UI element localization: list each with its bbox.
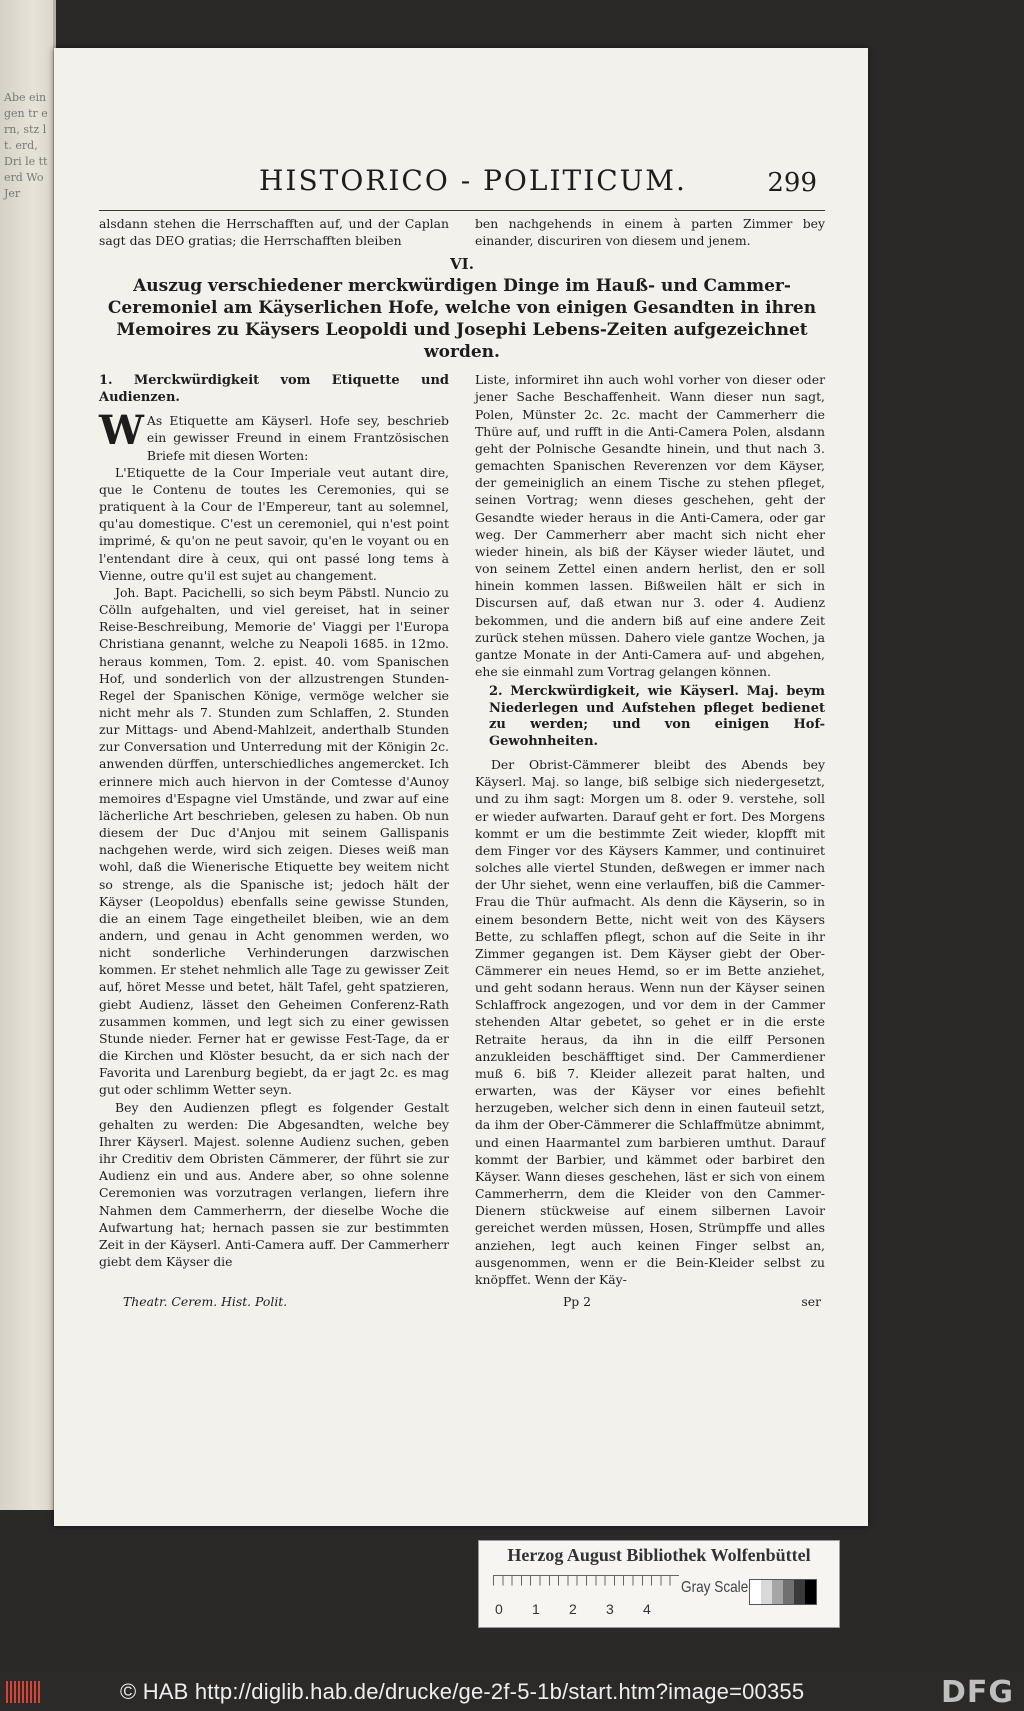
right-heading bbox=[475, 684, 825, 750]
section-number: VI. bbox=[450, 255, 474, 274]
ruler-label-2: 2 bbox=[569, 1601, 577, 1617]
right-para-2: Der Obrist-Cämmerer bleibt des Abends bey Käyserl. Maj. so lange, biß selbige sich niedergesetzt, und zu ihm sagt: Morgen um 8. oder 9. verstehe, soll er wieder aufwarten. Darauf geht er fort. Des Morgens kommt er um die bestimmte Zeit wieder, klopfft mit dem Finger vor des Käysers Kammer, und continuiret solches alle viertel Stunden, deßwegen er immer nach der Uhr siehet, wenn eine verlauffen, biß die Cammer-Frau die Thür aufmacht. Als denn die Käyserin, so in einem besondern Bette, nicht weit von des Käysers Bette, zu schlaffen pflegt, schon auf die Seite in ihr Zimmer gegangen ist. Dem Käyser giebt der Ober-Cämmerer ein neues Hemd, so er im Bette anziehet, und geht sodann heraus. Wenn nun der Käyser seinen Schlaffrock angezogen, und vor dem in der Cammer stehenden Altar gebetet, so gehet er in die erste Retraite heraus, da ihn in die eilff Personen anzukleiden beschäfftiget sind. Der Cammerdiener muß 6. biß 7. Kleider allezeit parat halten, und erwarten, was der Käyser vor eines befiehlt herzugeben, welcher sich denn in einen fauteuil setzt, da ihm der Ober-Cämmerer die Schlaffmütze abnimmt, und einen Haarmantel zum barbieren umthut. Darauf kommt der Barbier, und kämmet oder barbiret den Käyser. Wann dieses geschehen, läst er sich von einem Cammerherrn, dem die Kleider von den Cammer-Dienern stückweise auf einem silbernen Lavoir gereichet werden müssen, Hosen, Strümpffe und alles anziehen, legt auch keinen Finger selbst an, ausgenommen, wenn er die Bein-Kleider selbst zu knöpffet. Wenn der Käy- bbox=[475, 757, 825, 1287]
left-column bbox=[99, 371, 449, 1288]
scale-ruler bbox=[493, 1575, 679, 1598]
left-para-1-text: As Etiquette am Käyserl. Hofe sey, beschrieb ein gewisser Freund in einem Frantzösischen Briefe mit diesen Worten: bbox=[146, 413, 449, 463]
top-continuation-right: ben nachgehends in einem à parten Zimmer bey einander, discuriren von diesem und jenem. bbox=[475, 216, 825, 249]
ruler-label-3: 3 bbox=[606, 1601, 614, 1617]
section-title: Auszug verschiedener merckwürdigen Dinge im Hauß- und Cammer-Ceremoniel am Käyserlichen Hofe, welche von einigen Gesandten in ihren Memoires zu Käysers Leopoldi und Josephi Lebens-Zeiten aufgezeichnet worden. bbox=[107, 276, 817, 363]
right-para-1: Liste, informiret ihn auch wohl vorher von dieser oder jener Sache Beschaffenheit. Wann dieser nun sagt, Polen, Münster 2c. 2c. macht der Cammerherr die Thüre auf, und rufft in die Anti-Camera Polen, alsdann geht der Polnische Gesandte hinein, und thut nach 3. gemachten Spanischen Reverenzen vor dem Käyser, der gemeiniglich an einem Tische zu stehen pfleget, seinen Vortrag; wenn dieses geschehen, geht der Gesandte wieder heraus in die Anti-Camera, oder gar weg. Der Cammerherr aber macht sich nicht eher wieder hinein, als biß der Käyser wieder läutet, und von seinem Zettel einen andern herlist, den er soll hinein kommen lassen. Bißweilen hält er sich in Discursen auf, daß etwan nur 3. oder 4. Audienz bekommen, und die andern biß auf eine andere Zeit zurück stehen müssen. Dahero viele gantze Wochen, ja gantze Monate in der Anti-Camera auf- und abgehen, ehe sie einmahl zum Vortrag gelangen können. bbox=[475, 372, 825, 679]
right-column bbox=[475, 371, 825, 1288]
grayscale-swatch bbox=[783, 1580, 794, 1604]
previous-page-edge bbox=[0, 0, 56, 1510]
library-color-card bbox=[478, 1540, 840, 1628]
grayscale-swatch bbox=[761, 1580, 772, 1604]
right-heading-text: Merckwürdigkeit, wie Käyserl. Maj. beym Niederlegen und Aufstehen pfleget bedienet zu werden; und von einigen Hof-Gewohnheiten. bbox=[489, 684, 825, 749]
ruler-label-0: 0 bbox=[495, 1601, 503, 1617]
bottom-bar bbox=[0, 1672, 1024, 1711]
ruler-label-4: 4 bbox=[643, 1601, 651, 1617]
left-heading-number: 1. bbox=[99, 373, 113, 389]
top-continuation bbox=[99, 215, 825, 249]
body-columns bbox=[99, 371, 825, 1288]
dfg-logo: DFG bbox=[940, 1675, 1014, 1710]
library-name: Herzog August Bibliothek Wolfenbüttel bbox=[507, 1545, 811, 1565]
book-page bbox=[54, 48, 868, 1526]
grayscale-swatch bbox=[805, 1580, 816, 1604]
grayscale-swatch bbox=[750, 1580, 761, 1604]
top-continuation-left: alsdann stehen die Herrschafften auf, und der Caplan sagt das DEO gratias; die Herrschafften bleiben bbox=[99, 216, 449, 249]
right-heading-number: 2. bbox=[489, 684, 503, 700]
drop-cap-letter: W bbox=[99, 407, 144, 455]
footnote: Theatr. Cerem. Hist. Polit. bbox=[123, 1293, 288, 1309]
page-number: 299 bbox=[767, 168, 817, 198]
catchword: ser bbox=[801, 1293, 821, 1309]
ruler-label-1: 1 bbox=[532, 1601, 540, 1617]
french-quote bbox=[99, 464, 449, 584]
signature-mark: Pp 2 bbox=[562, 1293, 592, 1309]
grayscale-label: Gray Scale bbox=[681, 1579, 749, 1596]
left-heading-text: Merckwürdigkeit vom Etiquette und Audienzen. bbox=[99, 373, 449, 405]
barcode-icon bbox=[6, 1681, 42, 1703]
grayscale-swatch bbox=[772, 1580, 783, 1604]
copyright-link[interactable]: © HAB http://diglib.hab.de/drucke/ge-2f-5-1b/start.htm?image=00355 bbox=[120, 1679, 805, 1704]
grayscale-swatches bbox=[749, 1579, 817, 1605]
grayscale-swatch bbox=[794, 1580, 805, 1604]
left-para-3: Bey den Audienzen pflegt es folgender Gestalt gehalten zu werden: Die Abgesandten, welche bey Ihrer Käyserl. Majest. solenne Audienz suchen, geben ihr Creditiv dem Obristen Cämmerer, der führt sie zur Audienz ein und aus. Andere aber, so ohne solenne Ceremonien was vorzutragen verlangen, liefern ihre Nahmen dem Cammerherrn, der dieselbe Woche die Aufwartung hat; hernach passen sie zur bestimmten Zeit in der Käyserl. Anti-Camera auff. Der Cammerherr giebt dem Käyser die bbox=[99, 1099, 449, 1269]
french-quote-text: L'Etiquette de la Cour Imperiale veut autant dire, que le Contenu de toutes les Ceremonies, qui se pratiquent à la Cour de l'Empereur, tant au solemnel, qu'au domestique. C'est un ceremoniel, qui n'est point imprimé, & qu'on ne peut savoir, qu'en le voyant ou en l'entendant dire à ceux, qui ont passé long tems à Vienne, outre qu'il est sujet au changement. bbox=[99, 464, 449, 583]
left-para-1 bbox=[99, 407, 449, 463]
left-heading bbox=[99, 373, 449, 406]
previous-page-text: Abe ein gen tr ern, stz lt. erd, Dri le tt erd Wo Jer bbox=[4, 91, 48, 200]
header-rule bbox=[99, 210, 825, 211]
page-footer bbox=[99, 1294, 825, 1309]
left-para-2: Joh. Bapt. Pacichelli, so sich beym Päbstl. Nuncio zu Cölln aufgehalten, und viel gereiset, hat in seiner Reise-Beschreibung, Memorie de' Viaggi per l'Europa Christiana genannt, welche zu Neapoli 1685. in 12mo. heraus kommen, Tom. 2. epist. 40. vom Spanischen Hof, und sonderlich von der allzustrengen Stunden-Regel der Spanischen Könige, vermöge welcher sie nicht mehr als 7. Stunden zum Schlaffen, 2. Stunden zur Mittags- und Abend-Mahlzeit, anderthalb Stunden zur Conversation und Unterredung mit der Königin 2c. anwenden dürffen, unterschiedliches angemercket. Ich erinnere mich auch hiervon in der Comtesse d'Aunoy memoires d'Espagne viel Umstände, und zwar auf eine lächerliche Art beschrieben, gelesen zu haben. Ob nun diesem der Duc d'Anjou mit seinem Gallispanis nachgehen werde, wird sich zeigen. Dieses weiß man wohl, daß die Wienerische Etiquette bey weitem nicht so strenge, als die Spanische ist; jedoch hält der Käyser (Leopoldus) ebenfalls seine gewisse Stunden, die an einem Tage eingetheilet bleiben, wie an dem andern, und genau in Acht genommen werden, wo nicht sonderliche Verhinderungen darzwischen kommen. Er stehet nehmlich alle Tage zu gewisser Zeit auf, höret Messe und betet, hält Tafel, geht spatzieren, giebt Audienz, lässet den Geheimen Conferenz-Rath zusammen kommen, und legt sich zu einer gewissen Stunde nieder. Ferner hat er gewisse Fest-Tage, da er die Kirchen und Klöster besucht, da er sich nach der Favorita und Larenburg begiebt, da er jagt 2c. es mag gut oder schlimm Wetter seyn. bbox=[99, 584, 449, 1098]
page-header bbox=[99, 162, 825, 210]
running-head: HISTORICO - POLITICUM. bbox=[259, 164, 687, 197]
page-content bbox=[99, 162, 825, 1309]
